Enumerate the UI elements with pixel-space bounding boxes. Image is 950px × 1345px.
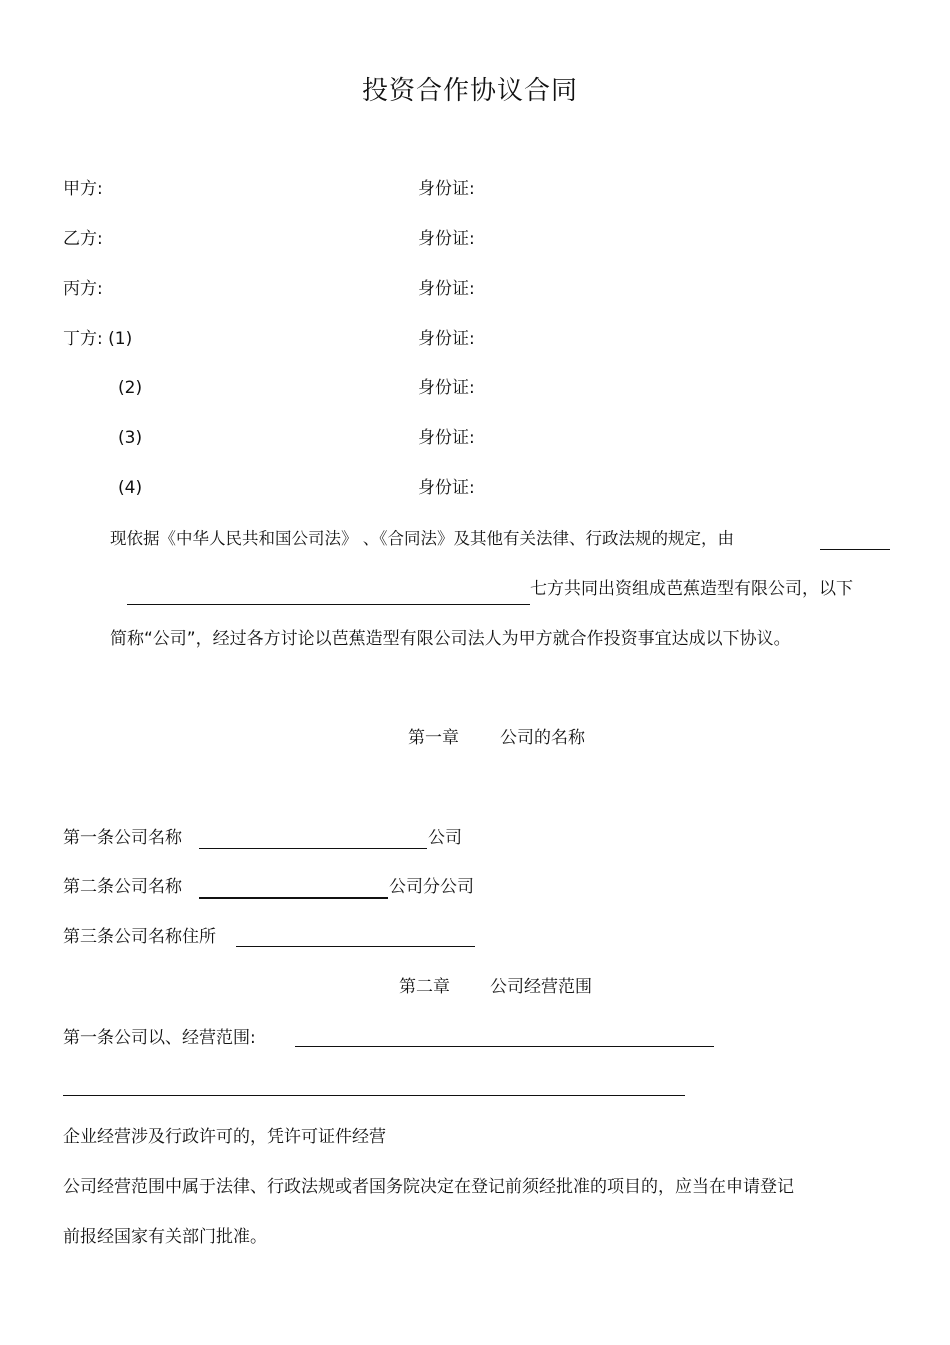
ch1-article-1-blank[interactable] xyxy=(199,848,427,849)
party-d2-label: (2) xyxy=(118,378,143,398)
intro-line-2: 七方共同出资组成芭蕉造型有限公司，以下 xyxy=(530,579,853,599)
intro-blank-2[interactable] xyxy=(127,604,530,605)
ch2-scope-blank[interactable] xyxy=(63,1095,685,1096)
ch2-para-2-line-2: 前报经国家有关部门批准。 xyxy=(63,1227,267,1247)
party-d4-id-label: 身份证: xyxy=(418,478,475,498)
ch2-para-1: 企业经营涉及行政许可的，凭许可证件经营 xyxy=(63,1127,386,1147)
document-title: 投资合作协议合同 xyxy=(362,76,579,106)
party-d1-label: 丁方: (1) xyxy=(63,329,133,349)
ch1-article-2-label: 第二条公司名称 xyxy=(63,877,182,897)
chapter-2-number: 第二章 xyxy=(399,977,450,997)
ch2-para-2-line-1: 公司经营范围中属于法律、行政法规或者国务院决定在登记前须经批准的项目的，应当在申请登记 xyxy=(63,1177,794,1197)
ch1-article-1-suffix: 公司 xyxy=(428,828,462,848)
ch1-article-2-suffix: 公司分公司 xyxy=(389,877,474,897)
ch1-article-2-blank[interactable] xyxy=(199,897,388,899)
party-d3-id-label: 身份证: xyxy=(418,428,475,448)
party-d2-id-label: 身份证: xyxy=(418,378,475,398)
intro-line-3: 简称“公司”，经过各方讨论以芭蕉造型有限公司法人为甲方就合作投资事宜达成以下协议。 xyxy=(110,629,791,649)
party-d3-label: (3) xyxy=(118,428,143,448)
ch1-article-1-label: 第一条公司名称 xyxy=(63,828,182,848)
chapter-1-title: 公司的名称 xyxy=(500,728,585,748)
chapter-1-number: 第一章 xyxy=(408,728,459,748)
ch1-article-3-label: 第三条公司名称住所 xyxy=(63,927,216,947)
party-a-label: 甲方: xyxy=(63,179,103,199)
intro-line-1: 现依据《中华人民共和国公司法》 、《合同法》及其他有关法律、行政法规的规定，由 xyxy=(110,529,734,548)
party-c-label: 丙方: xyxy=(63,279,103,299)
party-b-id-label: 身份证: xyxy=(418,229,475,249)
chapter-2-title: 公司经营范围 xyxy=(490,977,592,997)
party-c-id-label: 身份证: xyxy=(418,279,475,299)
party-a-id-label: 身份证: xyxy=(418,179,475,199)
ch2-article-1-label: 第一条公司以、经营范围: xyxy=(63,1028,256,1048)
ch1-article-3-blank[interactable] xyxy=(236,946,475,947)
party-d4-label: (4) xyxy=(118,478,143,498)
party-b-label: 乙方: xyxy=(63,229,103,249)
intro-blank-1[interactable] xyxy=(820,549,890,550)
ch2-article-1-blank[interactable] xyxy=(295,1046,714,1047)
party-d1-id-label: 身份证: xyxy=(418,329,475,349)
